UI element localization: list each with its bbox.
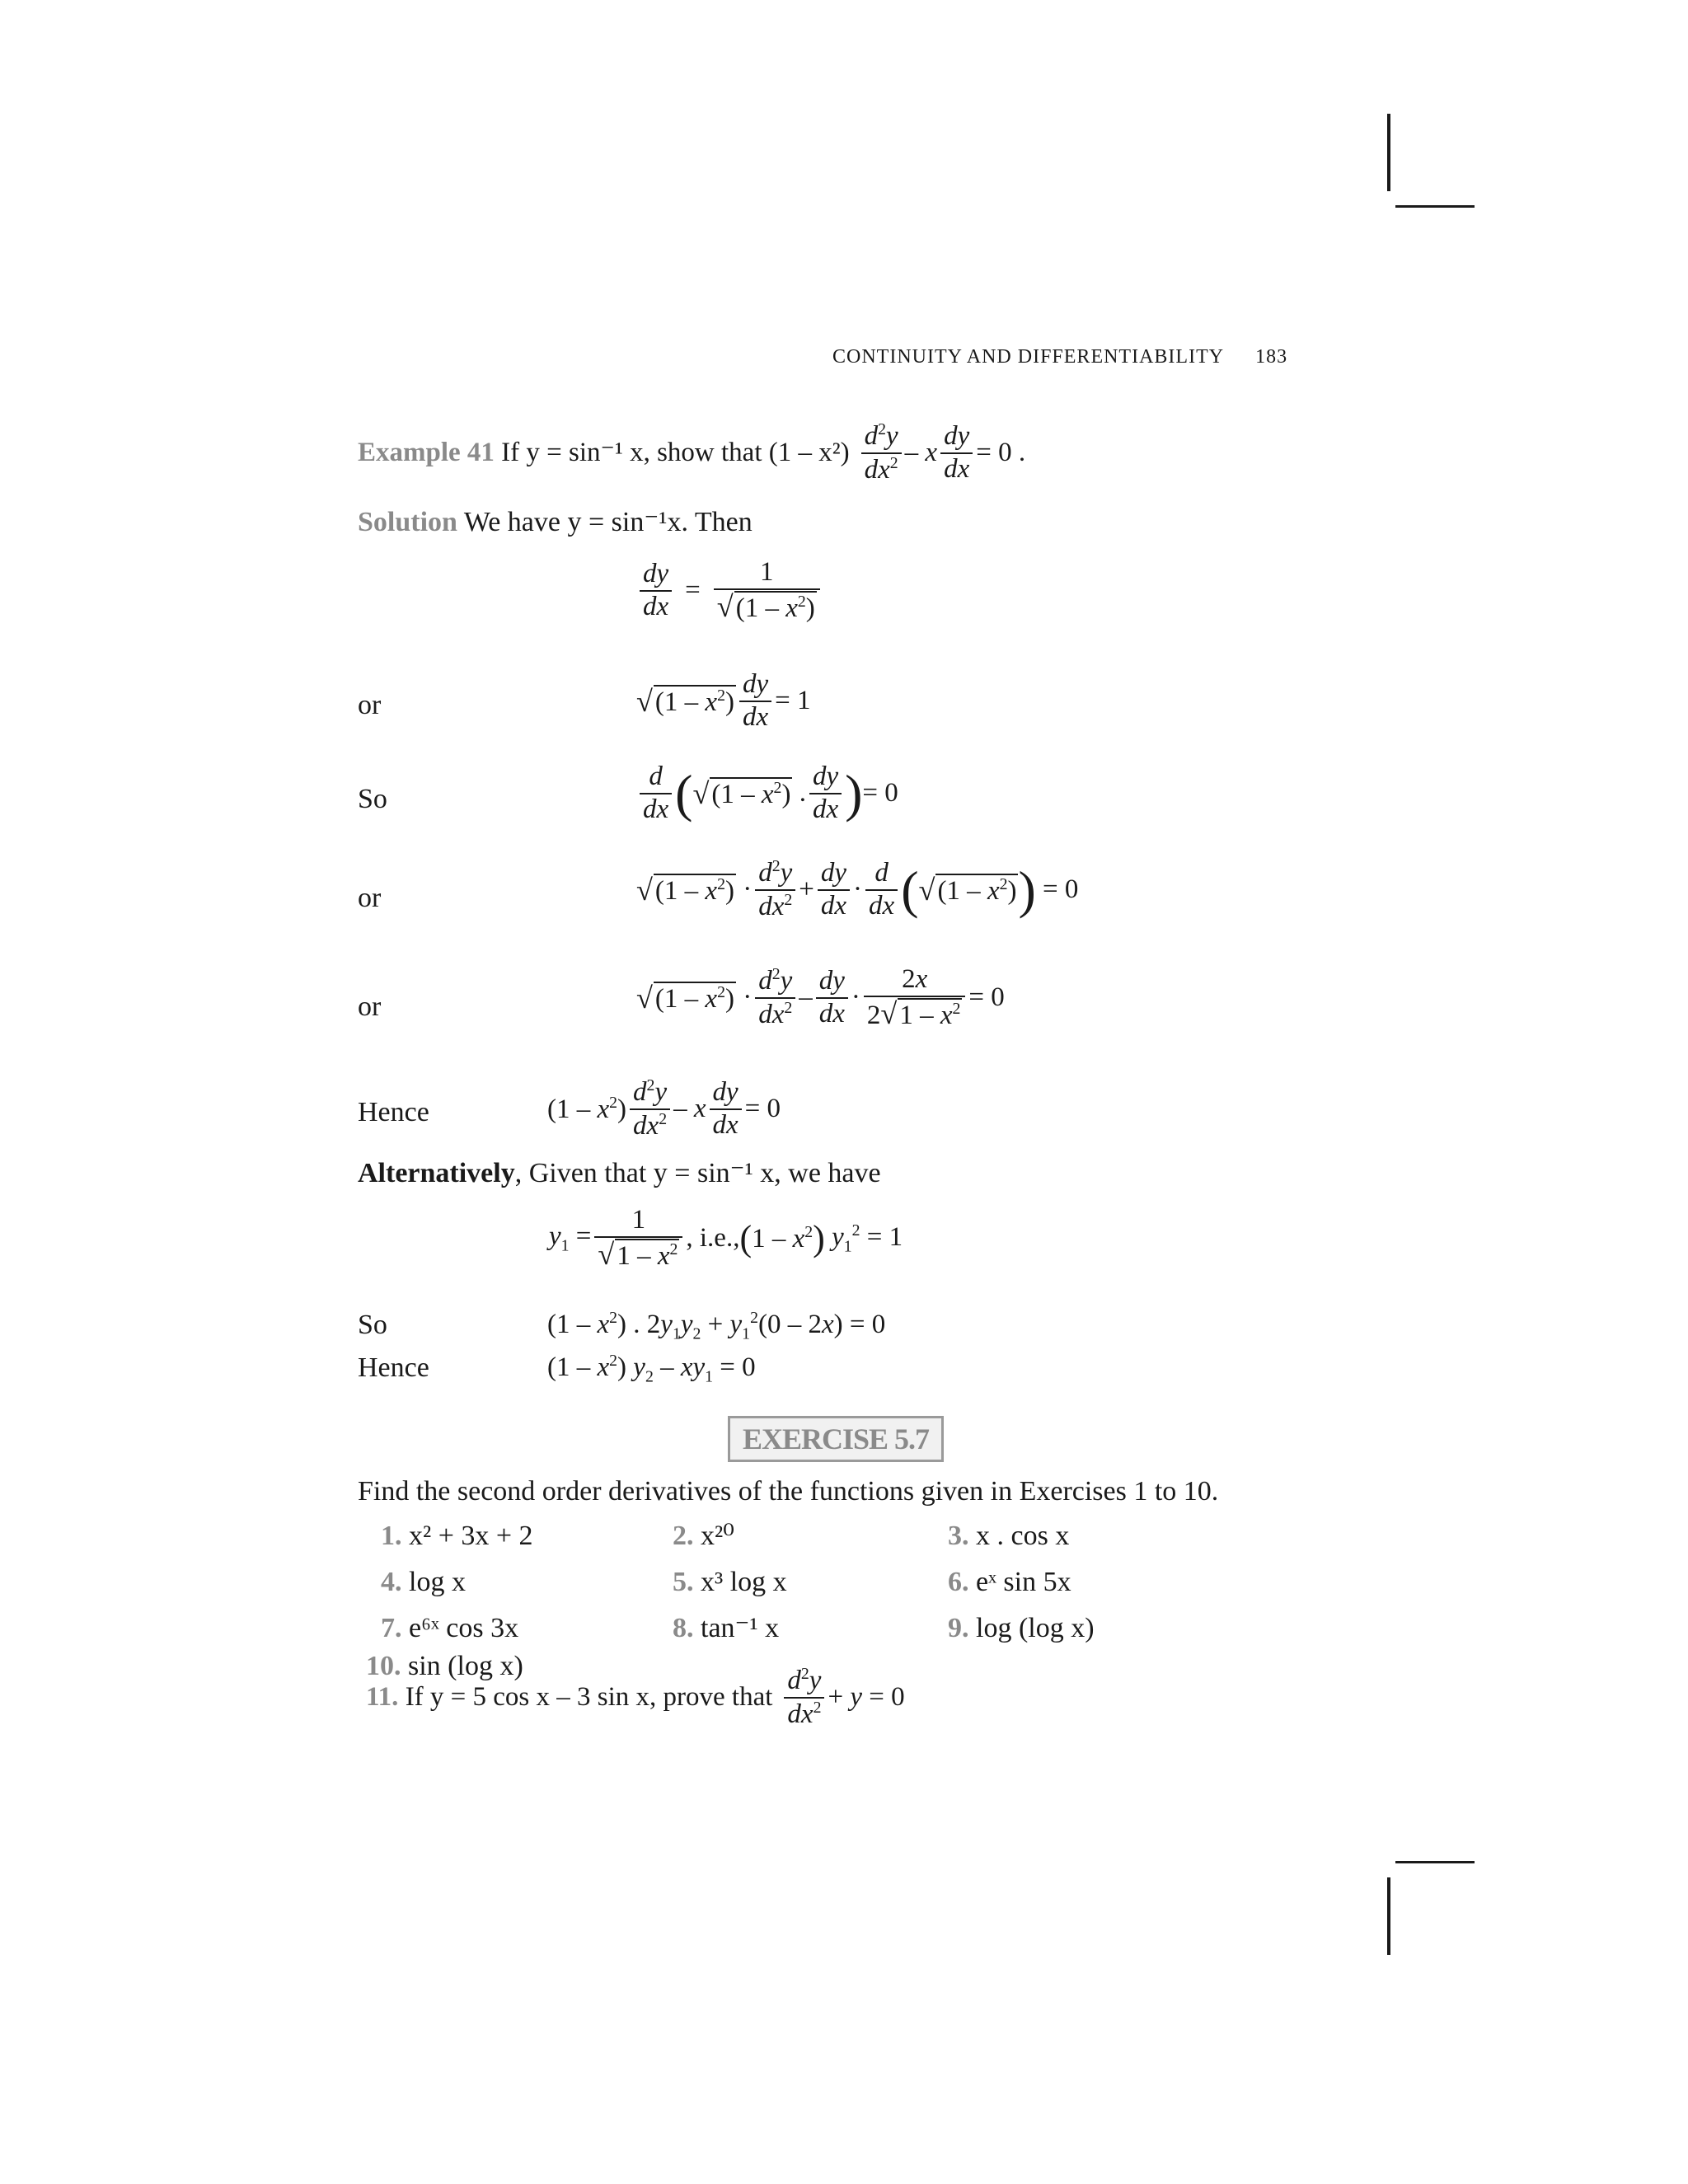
alternative-text: , Given that y = sin⁻¹ x, we have — [514, 1158, 881, 1188]
exercise-item-9: 9. log (log x) — [948, 1613, 1095, 1643]
exercise-item-4: 4. log x — [381, 1567, 466, 1597]
exercise-item-3: 3. x . cos x — [948, 1521, 1070, 1551]
fraction-dy-dx: $\frac{dy}{dx}$ — [940, 421, 973, 485]
exercise-item-6: 6. eˣ sin 5x — [948, 1567, 1071, 1597]
alternative-label: Alternatively — [358, 1158, 515, 1188]
equation-step-1: √ $(1 - x^2)$ $\frac{dy}{dx}$ = 1 — [636, 669, 811, 732]
exercise-instruction: Find the second order derivatives of the functions given in Exercises 1 to 10. — [358, 1476, 1219, 1507]
equation-alt-2: $(1 - x^2)$ $y_2 - xy_1 = 0$ — [547, 1352, 756, 1386]
alternative-line — [358, 1157, 881, 1191]
equation-step-2: d dx ( √ $(1 - x^2)$ . dy dx ) = 0 — [636, 762, 898, 826]
equation-step-3: √ $(1 - x^2)$ · $d^2y$ $dx^2$ + $\frac{dy}{dx}$ · d dx ( √ $(1 - x^2)$ ) = 0 — [636, 857, 1079, 921]
exercise-item-8: 8. tan⁻¹ x — [673, 1613, 780, 1643]
crop-mark-top-horizontal — [1395, 205, 1475, 208]
equation-alt-1: $(1 - x^2)$ . $2y_1y_2 + y_1^2(0 - 2x) = 0$ — [547, 1309, 886, 1343]
equation-dy-dx: $\frac{dy}{dx}$ = $\frac{1}{√(1 - x^2)}$ — [636, 557, 823, 625]
step-label-so: So — [358, 784, 387, 814]
step-label-or-2: or — [358, 883, 382, 913]
crop-mark-top-vertical — [1387, 114, 1390, 191]
exercise-item-1: 1. x² + 3x + 2 — [381, 1521, 533, 1551]
crop-mark-bottom-horizontal — [1395, 1861, 1475, 1863]
example-label: Example 41 — [358, 438, 495, 468]
header-title: CONTINUITY AND DIFFERENTIABILITY — [832, 346, 1225, 368]
solution-label: Solution — [358, 507, 457, 537]
solution-line — [358, 506, 753, 540]
example-text: If y = sin⁻¹ x, show that (1 – x²) — [501, 438, 850, 468]
alt-step-label-so: So — [358, 1310, 387, 1340]
exercise-item-7: 7. e⁶ˣ cos 3x — [381, 1613, 519, 1643]
alt-step-label-hence: Hence — [358, 1352, 429, 1383]
exercise-item-11: 11. If y = 5 cos x – 3 sin x, prove that $d^2y$ $dx^2$ + y = 0 — [366, 1665, 905, 1729]
step-label-or-1: or — [358, 690, 382, 720]
exercise-title: EXERCISE 5.7 — [742, 1422, 930, 1455]
equation-result: $(1 - x^2)$ $d^2y$ $dx^2$ – x $\frac{dy}{dx}$ = 0 — [547, 1076, 781, 1141]
fraction-d2y-dx2: $d^2y$ $dx^2$ — [861, 420, 902, 486]
solution-text: We have y = sin⁻¹x. Then — [463, 507, 753, 537]
exercise-heading-box — [728, 1416, 944, 1462]
page-number: 183 — [1255, 346, 1288, 368]
equation-step-4: √ $(1 - x^2)$ · $d^2y$ $dx^2$ – dy dx · $\frac{2x}{2√1 - x^2}$ = 0 — [636, 964, 1005, 1030]
exercise-item-5: 5. x³ log x — [673, 1567, 787, 1597]
exercise-item-10: 10. sin (log x) — [366, 1651, 523, 1681]
exercise-item-2: 2. x²⁰ — [673, 1521, 734, 1551]
example-statement: Example 41 If y = sin⁻¹ x, show that (1 – x²) $d^2y$ $dx^2$ – x $\frac{dy}{dx}$ = 0 . — [358, 420, 1026, 485]
step-label-hence: Hence — [358, 1097, 429, 1127]
crop-mark-bottom-vertical — [1387, 1877, 1390, 1955]
running-header — [832, 346, 1287, 368]
equation-y1: $y_1$ = $\frac{1}{√1 - x^2}$ , i.e., ( $1 - x^2$ ) $y_1^2 = 1$ — [549, 1205, 903, 1271]
step-label-or-3: or — [358, 991, 382, 1022]
